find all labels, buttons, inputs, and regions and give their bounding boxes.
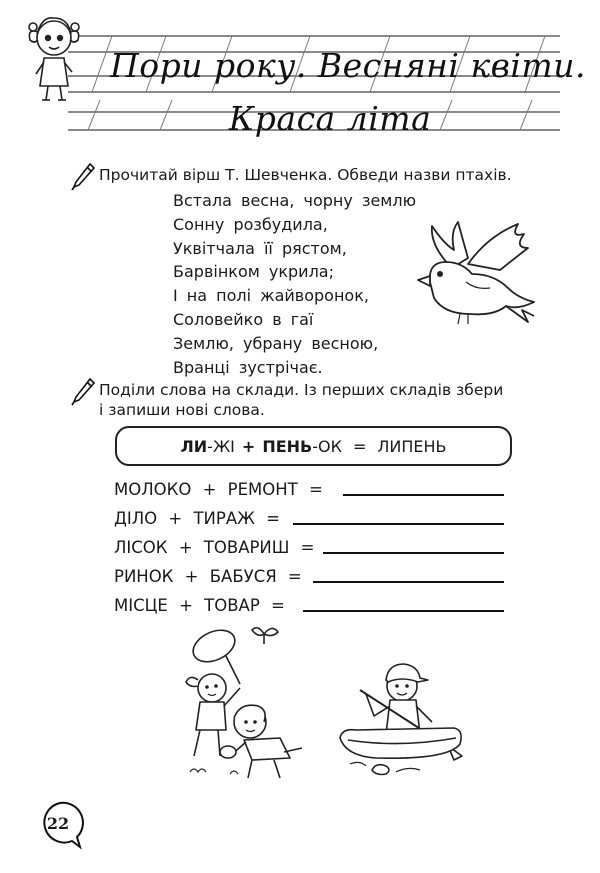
poem-line: Уквітчала її рястом, [173,238,347,258]
pencil-icon [70,161,96,191]
task1-instruction: Прочитай вірш Т. Шевченка. Обведи назви птахів. [99,166,512,184]
poem-line: Сонну розбудила, [173,214,328,234]
example-syllable-2-rest: -ОК [312,436,342,456]
example-result: ЛИПЕНЬ [377,436,447,456]
example-plus: + [241,436,256,456]
task2-instruction-line-2: і запиши нові слова. [99,401,265,419]
lesson-title-line-2: Краса літа [228,99,432,138]
poem-line: Соловейко в гаї [173,309,314,329]
answer-line[interactable] [323,552,504,554]
lesson-title-line-1: Пори року. Весняні квіти. [110,46,586,85]
answer-line[interactable] [343,494,504,496]
example-syllable-1: ЛИ [180,436,208,456]
example-box [115,426,512,466]
page-number: 22 [46,814,70,833]
answer-line[interactable] [313,581,504,583]
poem [173,189,416,379]
answer-line[interactable] [293,523,504,525]
children-with-butterfly-net-illustration [160,622,320,790]
answer-line[interactable] [303,610,504,612]
exercise-row: РИНОК + БАБУСЯ = [114,567,302,586]
poem-line: Землю, убрану весною, [173,333,379,353]
exercise-row: МІСЦЕ + ТОВАР = [114,596,285,615]
poem-line: Барвінком укрила; [173,262,334,282]
poem-line: Вранці зустрічає. [173,357,323,377]
bird-illustration [410,218,540,330]
example-equals: = [352,436,367,456]
example-syllable-2: ПЕНЬ [262,436,313,456]
boy-in-boat-illustration [336,652,470,780]
girl-mascot-illustration [22,10,86,106]
exercise-row: ЛІСОК + ТОВАРИШ = [114,538,315,557]
poem-line: І на полі жайворонок, [173,286,369,306]
example-syllable-1-rest: -ЖІ [207,436,235,456]
task2-instruction [99,380,503,420]
pencil-icon [70,376,96,406]
task2-instruction-line-1: Поділи слова на склади. Із перших складів збери [99,381,504,399]
poem-line: Встала весна, чорну землю [173,191,417,210]
exercise-row: ДІЛО + ТИРАЖ = [114,509,280,528]
exercise-row: МОЛОКО + РЕМОНТ = [114,480,323,499]
